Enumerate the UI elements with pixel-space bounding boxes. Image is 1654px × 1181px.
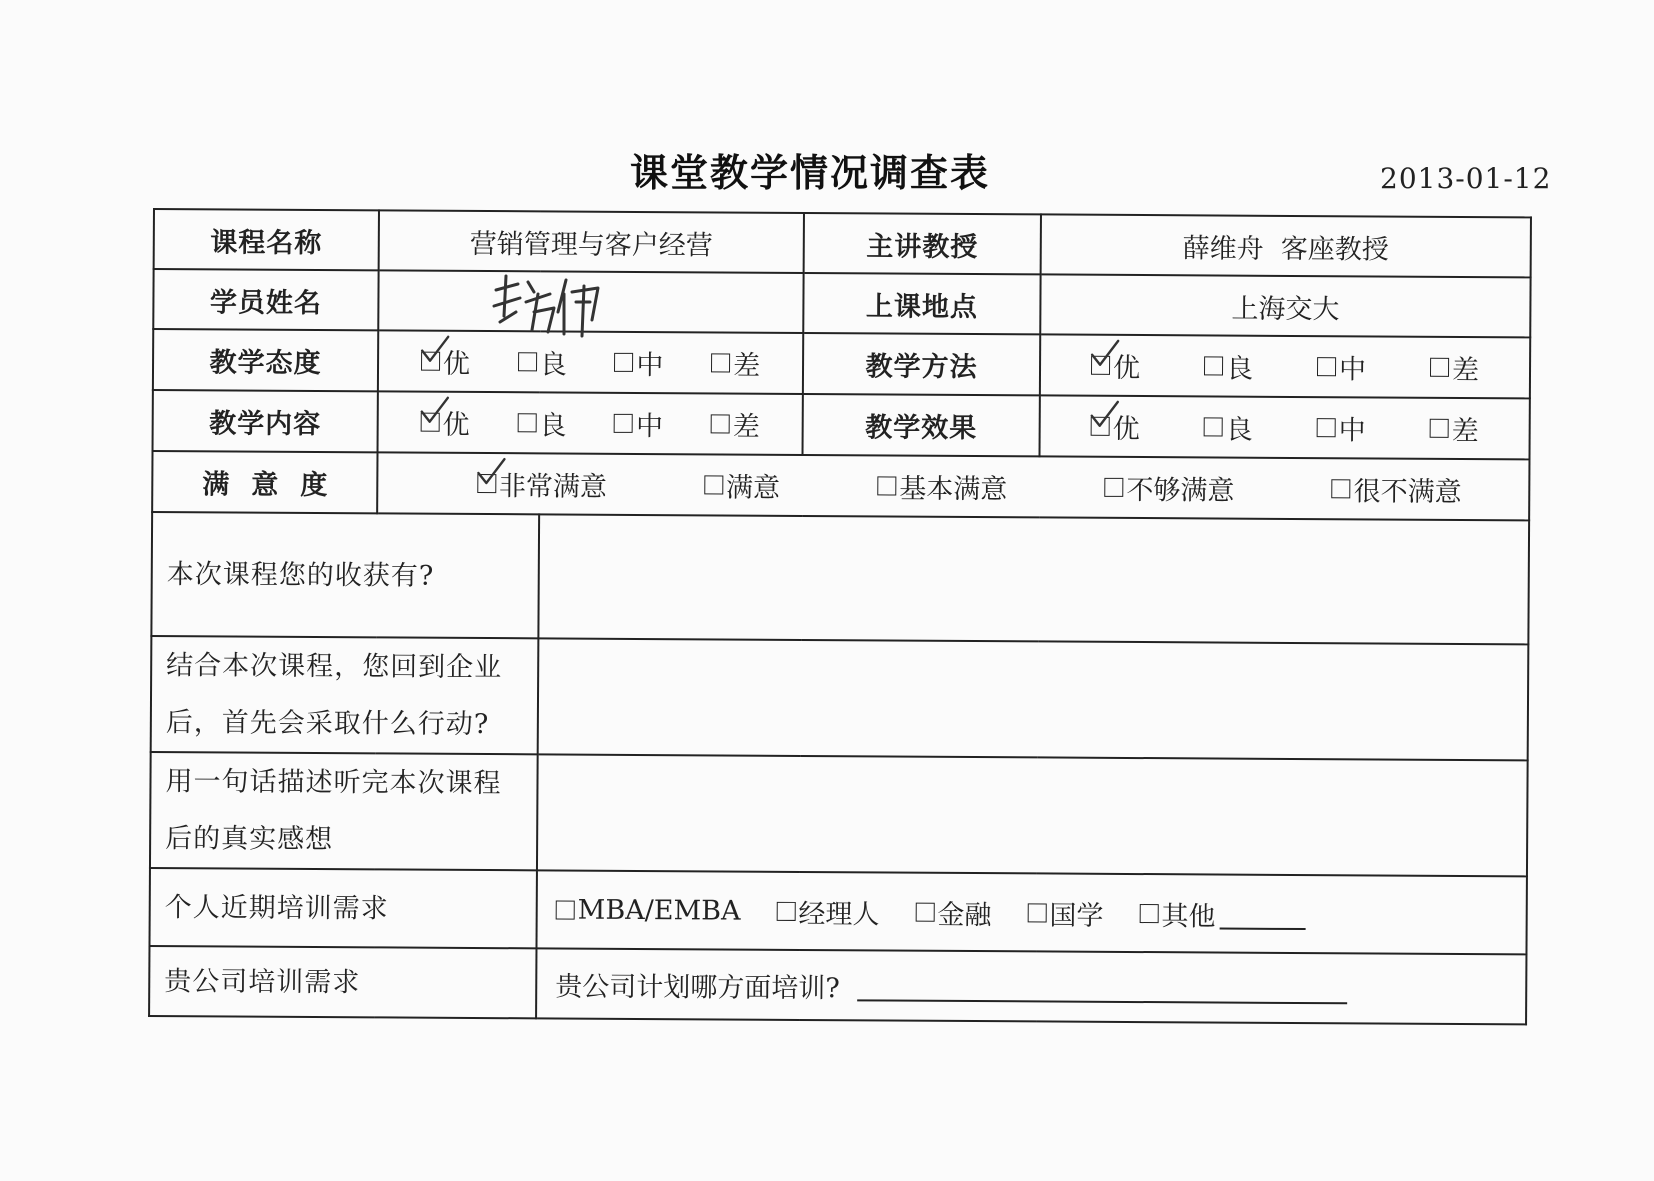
checkbox-icon[interactable] [614,414,633,433]
method-option[interactable] [1430,348,1479,387]
attitude-option[interactable] [421,342,470,381]
training-option[interactable] [776,891,879,931]
attitude-label: 教学态度 [153,329,378,391]
action-answer-field[interactable] [538,638,1529,760]
checkbox-icon[interactable] [1430,419,1449,438]
training-option[interactable] [1139,894,1305,934]
method-label: 教学方法 [803,333,1040,395]
satisfaction-option[interactable] [704,465,780,504]
professor-value[interactable]: 薛维舟 客座教授 [1041,214,1531,277]
effect-option[interactable] [1317,408,1366,447]
row-action [151,636,1529,760]
satisfaction-option-label: 满意 [725,472,781,504]
checkbox-icon[interactable] [1104,478,1123,497]
method-option[interactable] [1091,346,1140,385]
content-label: 教学内容 [153,390,378,452]
effect-options [1039,395,1529,459]
attitude-option-label: 差 [733,350,761,382]
checkbox-icon[interactable] [614,353,633,372]
content-option-label: 优 [442,409,470,441]
checkbox-icon[interactable] [556,900,575,919]
checkbox-icon[interactable] [421,413,440,432]
survey-table [148,208,1532,1025]
method-option-label: 中 [1338,354,1367,386]
student-name-label: 学员姓名 [153,269,378,330]
location-label: 上课地点 [803,273,1040,334]
training-option[interactable] [556,894,741,926]
checkbox-icon[interactable] [776,901,795,920]
row-attitude-method [153,329,1530,398]
check-mark-icon [1088,337,1122,371]
content-options [378,391,803,455]
checkbox-icon[interactable] [1091,356,1110,375]
training-option[interactable] [915,892,991,931]
checkbox-icon[interactable] [711,414,730,433]
professor-label: 主讲教授 [804,213,1041,274]
attitude-option[interactable] [711,343,760,382]
row-satisfaction [152,451,1529,520]
attitude-option[interactable] [518,342,567,381]
personal-training-label: 个人近期培训需求 [149,868,536,948]
checkbox-icon[interactable] [518,352,537,371]
effect-option-label: 差 [1451,415,1479,448]
row-gain [151,512,1529,644]
content-option[interactable] [614,404,663,443]
content-option-label: 差 [732,411,760,443]
checkbox-icon[interactable] [915,902,934,921]
satisfaction-option-label: 不够满意 [1126,474,1235,507]
method-options [1040,334,1530,398]
checkbox-icon[interactable] [1430,358,1449,377]
satisfaction-label: 满意度 [152,451,377,513]
company-training-label: 贵公司培训需求 [149,946,536,1018]
training-option-label: 国学 [1049,899,1104,932]
checkbox-icon[interactable] [704,475,723,494]
row-company-training [149,946,1526,1024]
attitude-option-label: 优 [442,348,471,380]
action-question-line1: 结合本次课程，您回到企业 [166,650,503,684]
training-option-label: 其他 [1161,900,1216,933]
company-training-blank[interactable] [858,969,1348,1004]
course-name-label: 课程名称 [154,209,379,270]
row-student [153,269,1530,337]
checkbox-icon[interactable] [877,476,896,495]
checkbox-icon[interactable] [1317,357,1336,376]
feeling-question [150,752,538,870]
feeling-question-line2: 后的真实感想 [165,823,334,856]
satisfaction-option[interactable] [877,466,1007,506]
satisfaction-option[interactable] [1104,468,1234,508]
content-option[interactable] [517,403,566,442]
form-title: 课堂教学情况调查表 [629,151,990,195]
checkbox-icon[interactable] [477,474,496,493]
row-personal-training [149,868,1526,954]
action-question [151,636,539,754]
content-option[interactable] [711,404,760,443]
other-training-blank[interactable] [1219,898,1305,931]
check-mark-icon [474,455,508,489]
company-training-question: 贵公司计划哪方面培训? [555,970,840,1004]
effect-label: 教学效果 [803,394,1040,456]
checkbox-icon[interactable] [421,352,440,371]
checkbox-icon[interactable] [711,353,730,372]
row-course [154,209,1531,277]
checkbox-icon[interactable] [1204,417,1223,436]
effect-option-label: 优 [1112,413,1140,446]
satisfaction-option-label: 非常满意 [498,471,607,503]
feeling-answer-field[interactable] [537,754,1528,876]
method-option[interactable] [1317,347,1366,386]
gain-question: 本次课程您的收获有? [151,512,539,638]
method-option-label: 差 [1451,354,1480,387]
effect-option[interactable] [1204,407,1253,446]
satisfaction-options [377,452,1529,520]
personal-training-options [536,870,1526,954]
training-option[interactable] [1027,893,1103,932]
checkbox-icon[interactable] [1027,903,1046,922]
method-option-label: 良 [1225,353,1254,385]
checkbox-icon[interactable] [1317,418,1336,437]
gain-answer-field[interactable] [538,514,1529,644]
form-date: 2013-01-12 [1380,162,1552,195]
attitude-option[interactable] [614,343,663,382]
training-option-label: MBA/EMBA [577,894,741,927]
effect-option[interactable] [1430,409,1479,448]
training-option-label: 经理人 [798,898,880,930]
row-content-effect [153,390,1530,459]
check-mark-icon [1088,398,1122,432]
handwritten-signature [488,272,618,344]
satisfaction-option-label: 很不满意 [1353,476,1462,508]
feeling-question-line1: 用一句话描述听完本次课程 [165,766,502,800]
effect-option-label: 中 [1338,415,1366,447]
method-option[interactable] [1204,346,1253,385]
attitude-option-label: 良 [539,349,567,381]
check-mark-icon [418,333,452,367]
company-training-cell [536,948,1526,1024]
content-option-label: 中 [635,410,664,443]
content-option[interactable] [420,403,469,442]
action-question-line2: 后，首先会采取什么行动? [165,707,490,741]
training-option-label: 金融 [937,899,992,931]
checkbox-icon[interactable] [1332,479,1351,498]
check-mark-icon [418,394,452,428]
attitude-option-label: 中 [636,349,664,382]
satisfaction-option[interactable] [477,464,607,504]
checkbox-icon[interactable] [517,413,536,432]
satisfaction-option-label: 基本满意 [899,473,1008,506]
row-feeling [150,752,1528,876]
checkbox-icon[interactable] [1139,904,1158,923]
checkbox-icon[interactable] [1091,417,1110,436]
location-value[interactable]: 上海交大 [1040,274,1530,337]
method-option-label: 优 [1112,352,1141,385]
course-name-value[interactable]: 营销管理与客户经营 [379,210,804,273]
satisfaction-option[interactable] [1332,469,1462,509]
effect-option[interactable] [1091,407,1140,446]
effect-option-label: 良 [1225,414,1253,446]
checkbox-icon[interactable] [1204,356,1223,375]
content-option-label: 良 [539,410,567,442]
